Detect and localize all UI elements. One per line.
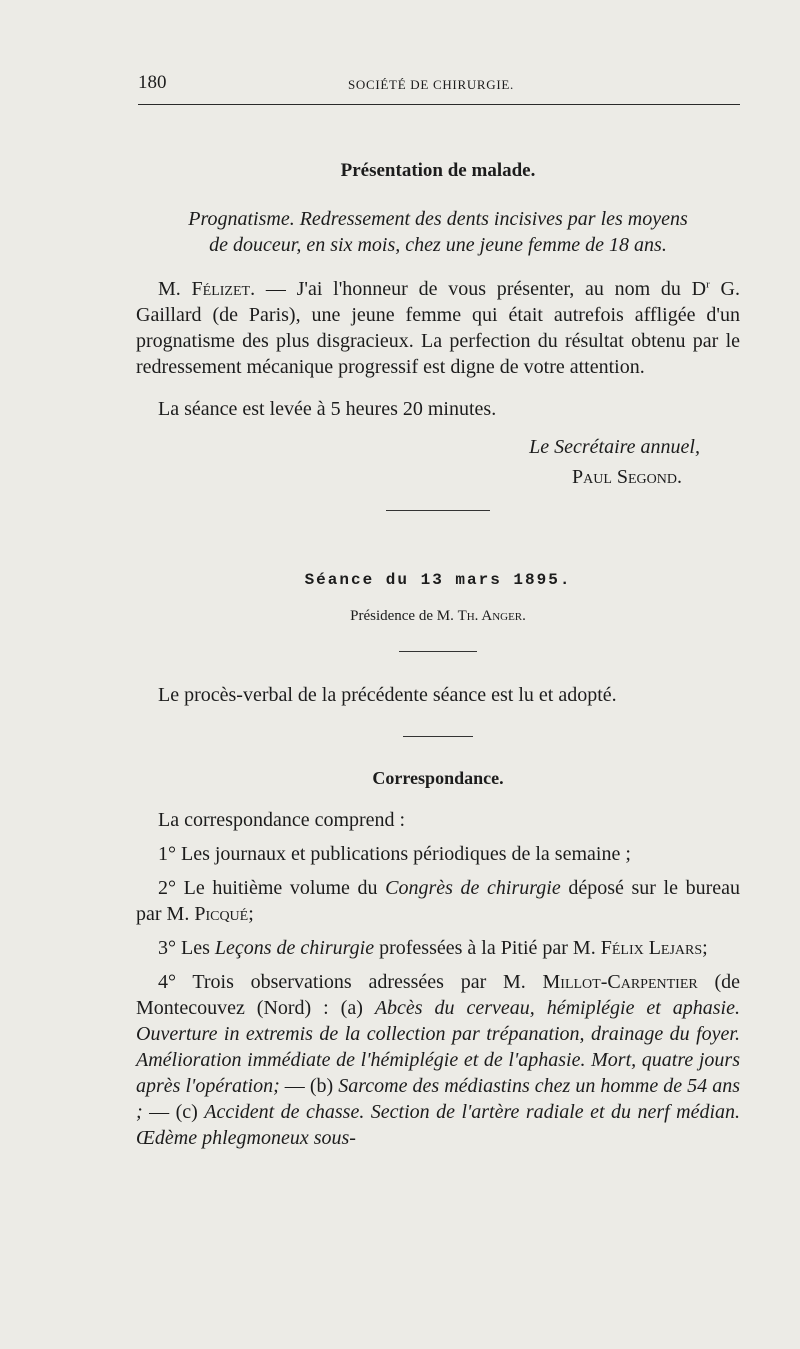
signature-role: Le Secrétaire annuel, [529, 436, 700, 458]
paragraph-felizet [136, 276, 740, 380]
correspondance-intro: La correspondance comprend : [158, 809, 406, 831]
header-rule [138, 104, 740, 105]
correspondance-item-2 [136, 875, 740, 927]
presidence-prefix: Présidence de M. [350, 608, 458, 624]
person-name: Millot-Carpentier [542, 971, 698, 993]
closing-text: La séance est levée à 5 heures 20 minutes. [158, 398, 497, 420]
item-text: déposé sur le bureau par M. [136, 877, 741, 925]
correspondance-item-3 [136, 935, 740, 961]
item-text: ; [248, 903, 254, 925]
item-text: (de Montecouvez (Nord) : (a) [136, 971, 740, 1019]
paragraph-text-rest: G. Gaillard (de Paris), une jeune femme qui était autrefois affligée d'un prognatisme des plus disgracieux. La perfection du résultat obtenu par le redressement mécanique progressif est digne de votre attention. [136, 278, 740, 378]
item-text: 2° Le huitième volume du [158, 877, 386, 899]
section-title-correspondance: Correspondance. [372, 768, 504, 788]
proces-verbal: Le procès-verbal de la précédente séance est lu et adopté. [158, 684, 617, 706]
paragraph-text: — J'ai l'honneur de vous présenter, au nom du D [255, 278, 707, 300]
spacer [136, 258, 740, 276]
signature-name: Paul Segond. [571, 466, 682, 488]
observation-title: Accident de chasse. Section de l'artère radiale et du nerf médian. Œdème phlegmoneux sous- [136, 1101, 741, 1149]
item-text: ; [702, 937, 708, 959]
section-title-presentation: Présentation de malade. [340, 160, 536, 181]
president-name: Th. Anger. [457, 608, 526, 624]
item-title: Congrès de chirurgie [385, 877, 561, 899]
person-name: Picqué [194, 903, 249, 925]
observation-title: Sarcome des médiastins chez un homme de 54 ans ; [136, 1075, 740, 1123]
presidence-line [136, 603, 740, 629]
item-text: professées à la Pitié par M. [374, 937, 601, 959]
item-text: — (c) [142, 1101, 205, 1123]
running-head: SOCIÉTÉ DE CHIRURGIE. [348, 77, 514, 92]
presentation-heading [136, 206, 740, 258]
correspondance-item-4 [136, 969, 740, 1151]
speaker-name: M. Félizet. [158, 278, 256, 300]
person-name: Félix Lejars [600, 937, 703, 959]
correspondance-item-1: 1° Les journaux et publications périodiques de la semaine ; [158, 843, 631, 865]
item-title: Leçons de chirurgie [214, 937, 375, 959]
item-text: 4° Trois observations adressées par M. [158, 971, 543, 993]
seance-title: Séance du 13 mars 1895. [304, 571, 572, 589]
presentation-heading-line2: de douceur, en six mois, chez une jeune femme de 18 ans. [209, 234, 667, 256]
observation-title: Abcès du cerveau, hémiplégie et aphasie. Ouverture in extremis de la collection par trépanation, drainage du foyer. Amélioration immédiate de l'hémiplégie et de l'aphasie. Mort, quatre jours après l'opération; [136, 997, 740, 1097]
page-header [138, 72, 740, 102]
page-body [136, 158, 740, 1151]
item-text: 3° Les [158, 937, 215, 959]
superscript: r [706, 278, 710, 291]
item-text: — (b) [279, 1075, 339, 1097]
page-number: 180 [138, 72, 167, 93]
presentation-heading-line1: Prognatisme. Redressement des dents incisives par les moyens [188, 208, 688, 230]
